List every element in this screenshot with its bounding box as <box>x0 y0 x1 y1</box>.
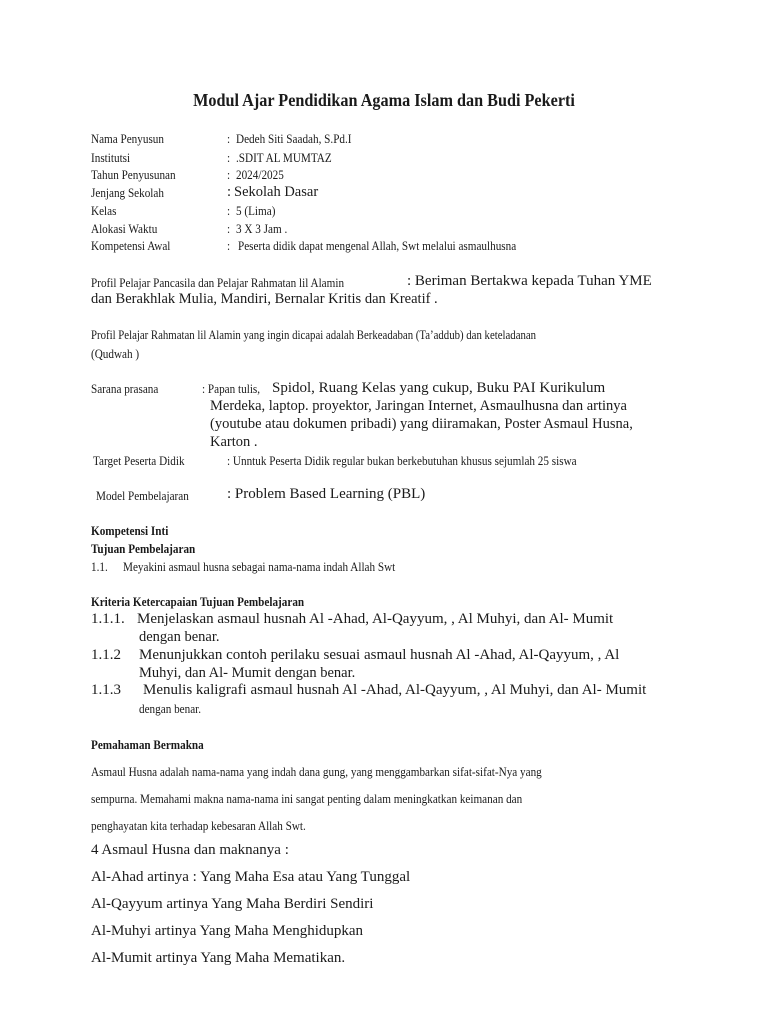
target-label: Target Peserta Didik <box>93 453 185 468</box>
asmaul-husna-list-item: Al-Ahad artinya : Yang Maha Esa atau Yang Tunggal <box>91 869 411 885</box>
info-label: Tahun Penyusunan <box>91 167 176 182</box>
pemahaman-heading: Pemahaman Bermakna <box>91 737 204 752</box>
profil-pancasila-value-cont: dan Berakhlak Mulia, Mandiri, Bernalar Kritis dan Kreatif . <box>91 291 438 307</box>
kriteria-number: 1.1.3 <box>91 682 121 698</box>
pemahaman-paragraph-line: penghayatan kita terhadap kebesaran Allah Swt. <box>91 818 306 833</box>
info-label: Institutsi <box>91 150 131 165</box>
info-value: Peserta didik dapat mengenal Allah, Swt melalui asmaulhusna <box>238 238 517 253</box>
kriteria-text: Menunjukkan contoh perilaku sesuai asmaul husnah Al -Ahad, Al-Qayyum, , Al <box>139 647 620 663</box>
info-colon: : <box>227 167 231 182</box>
tujuan-number: 1.1. <box>91 559 108 574</box>
profil-pancasila-label: Profil Pelajar Pancasila dan Pelajar Rahmatan lil Alamin <box>91 275 345 290</box>
info-label: Kelas <box>91 203 117 218</box>
info-label: Jenjang Sekolah <box>91 185 164 200</box>
document-title: Modul Ajar Pendidikan Agama Islam dan Budi Pekerti <box>193 90 575 110</box>
pemahaman-paragraph-line: Asmaul Husna adalah nama-nama yang indah dana gung, yang menggambarkan sifat-sifat-Nya yang <box>91 764 542 779</box>
profil-rahmatan-text: Profil Pelajar Rahmatan lil Alamin yang ingin dicapai adalah Berkeadaban (Ta’addub) dan keteladanan <box>91 327 537 342</box>
asmaul-husna-list-item: Al-Muhyi artinya Yang Maha Menghidupkan <box>91 923 364 939</box>
target-value: : Unntuk Peserta Didik regular bukan berkebutuhan khusus sejumlah 25 siswa <box>227 453 577 468</box>
sarana-value-line: Merdeka, laptop. proyektor, Jaringan Internet, Asmaulhusna dan artinya <box>210 398 627 414</box>
kriteria-number: 1.1.2 <box>91 647 121 663</box>
model-value: : Problem Based Learning (PBL) <box>227 486 426 502</box>
sarana-label: Sarana prasana <box>91 381 159 396</box>
info-colon: : <box>227 150 231 165</box>
kompetensi-inti-heading: Kompetensi Inti <box>91 523 169 538</box>
info-label: Nama Penyusun <box>91 131 164 146</box>
info-value: .SDIT AL MUMTAZ <box>236 150 332 165</box>
tujuan-text: Meyakini asmaul husna sebagai nama-nama indah Allah Swt <box>123 559 396 574</box>
asmaul-husna-list-item: Al-Mumit artinya Yang Maha Mematikan. <box>91 950 346 966</box>
info-colon: : <box>227 184 232 200</box>
info-value: Dedeh Siti Saadah, S.Pd.I <box>236 131 352 146</box>
info-label: Kompetensi Awal <box>91 238 171 253</box>
info-value: Sekolah Dasar <box>234 184 319 200</box>
kriteria-text-cont: Muhyi, dan Al- Mumit dengan benar. <box>139 665 356 681</box>
kriteria-text: Menjelaskan asmaul husnah Al -Ahad, Al-Qayyum, , Al Muhyi, dan Al- Mumit <box>137 611 614 627</box>
info-value: 3 X 3 Jam . <box>236 221 288 236</box>
asmaul-husna-list-heading: 4 Asmaul Husna dan maknanya : <box>91 842 289 858</box>
info-colon: : <box>227 238 231 253</box>
model-label: Model Pembelajaran <box>96 488 189 503</box>
profil-rahmatan-text-cont: (Qudwah ) <box>91 346 140 361</box>
info-value: 2024/2025 <box>236 167 284 182</box>
sarana-lead: : Papan tulis, <box>202 381 261 396</box>
info-colon: : <box>227 131 231 146</box>
kriteria-number: 1.1.1. <box>91 611 125 627</box>
sarana-value-line: (youtube atau dokumen pribadi) yang diiramakan, Poster Asmaul Husna, <box>210 416 633 432</box>
info-colon: : <box>227 203 231 218</box>
pemahaman-paragraph-line: sempurna. Memahami makna nama-nama ini sangat penting dalam meningkatkan keimanan dan <box>91 791 523 806</box>
sarana-value: Spidol, Ruang Kelas yang cukup, Buku PAI Kurikulum <box>272 380 606 396</box>
info-label: Alokasi Waktu <box>91 221 158 236</box>
info-value: 5 (Lima) <box>236 203 276 218</box>
kriteria-text-cont: dengan benar. <box>139 629 220 645</box>
kriteria-text: Menulis kaligrafi asmaul husnah Al -Ahad, Al-Qayyum, , Al Muhyi, dan Al- Mumit <box>143 682 647 698</box>
profil-pancasila-value: : Beriman Bertakwa kepada Tuhan YME <box>407 273 652 289</box>
sarana-value-line: Karton . <box>210 434 258 450</box>
tujuan-heading: Tujuan Pembelajaran <box>91 541 196 556</box>
kriteria-heading: Kriteria Ketercapaian Tujuan Pembelajaran <box>91 594 305 609</box>
info-colon: : <box>227 221 231 236</box>
asmaul-husna-list-item: Al-Qayyum artinya Yang Maha Berdiri Sendiri <box>91 896 374 912</box>
kriteria-text-cont: dengan benar. <box>139 701 202 716</box>
